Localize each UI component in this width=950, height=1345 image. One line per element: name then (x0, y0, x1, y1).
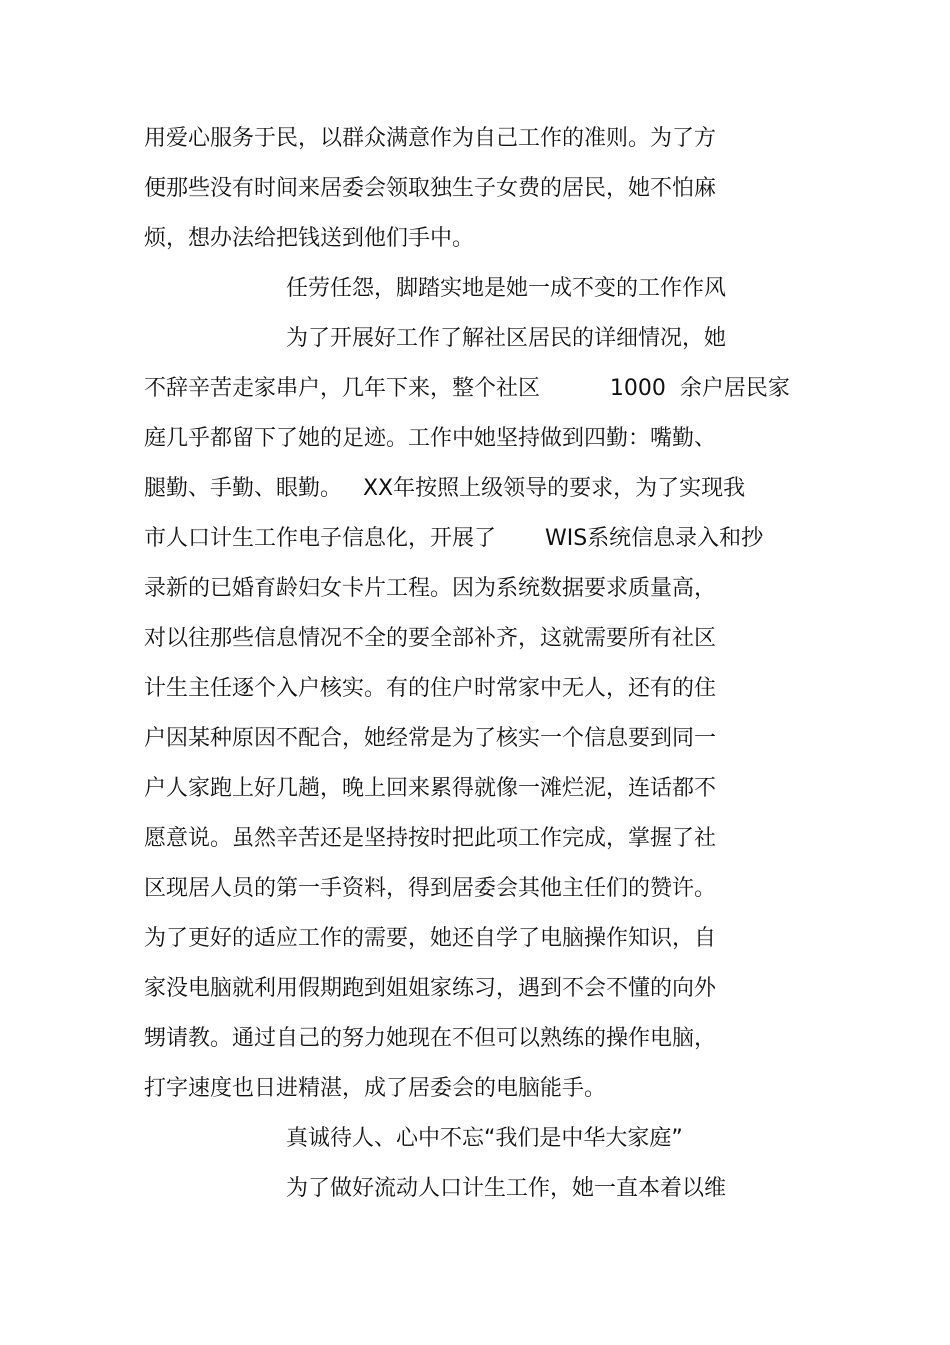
text-line: 腿勤、手勤、眼勤。 XX年按照上级领导的要求，为了实现我 (144, 476, 746, 501)
text-line: 不辞辛苦走家串户，几年下来，整个社区 1000 余户居民家 (144, 376, 790, 401)
text-line: 户人家跑上好几趟，晚上回来累得就像一滩烂泥，连话都不 (144, 776, 717, 801)
text-line: 愿意说。虽然辛苦还是坚持按时把此项工作完成，掌握了社 (144, 826, 717, 851)
text-line: 为了做好流动人口计生工作，她一直本着以维 (286, 1176, 727, 1201)
text-line: 烦，想办法给把钱送到他们手中。 (144, 226, 475, 251)
section-heading: 真诚待人、心中不忘“我们是中华大家庭” (286, 1126, 683, 1151)
text-line: 计生主任逐个入户核实。有的住户时常家中无人，还有的住 (144, 676, 717, 701)
text-line: 家没电脑就利用假期跑到姐姐家练习，遇到不会不懂的向外 (144, 976, 717, 1001)
text-line: 录新的已婚育龄妇女卡片工程。因为系统数据要求质量高， (144, 576, 717, 601)
section-heading: 任劳任怨，脚踏实地是她一成不变的工作作风 (286, 276, 727, 301)
text-line: 打字速度也日进精湛，成了居委会的电脑能手。 (144, 1076, 607, 1101)
text-line: 为了更好的适应工作的需要，她还自学了电脑操作知识，自 (144, 926, 717, 951)
text-line: 甥请教。通过自己的努力她现在不但可以熟练的操作电脑， (144, 1026, 717, 1051)
text-line: 为了开展好工作了解社区居民的详细情况，她 (286, 326, 727, 351)
text-line: 区现居人员的第一手资料，得到居委会其他主任们的赞许。 (144, 876, 717, 901)
text-line: 对以往那些信息情况不全的要全部补齐，这就需要所有社区 (144, 626, 717, 651)
text-line: 便那些没有时间来居委会领取独生子女费的居民，她不怕麻 (144, 176, 717, 201)
text-line: 市人口计生工作电子信息化，开展了 WIS系统信息录入和抄 (144, 526, 764, 551)
text-line: 庭几乎都留下了她的足迹。工作中她坚持做到四勤：嘴勤、 (144, 426, 717, 451)
text-line: 用爱心服务于民，以群众满意作为自己工作的准则。为了方 (144, 126, 717, 151)
text-line: 户因某种原因不配合，她经常是为了核实一个信息要到同一 (144, 726, 717, 751)
